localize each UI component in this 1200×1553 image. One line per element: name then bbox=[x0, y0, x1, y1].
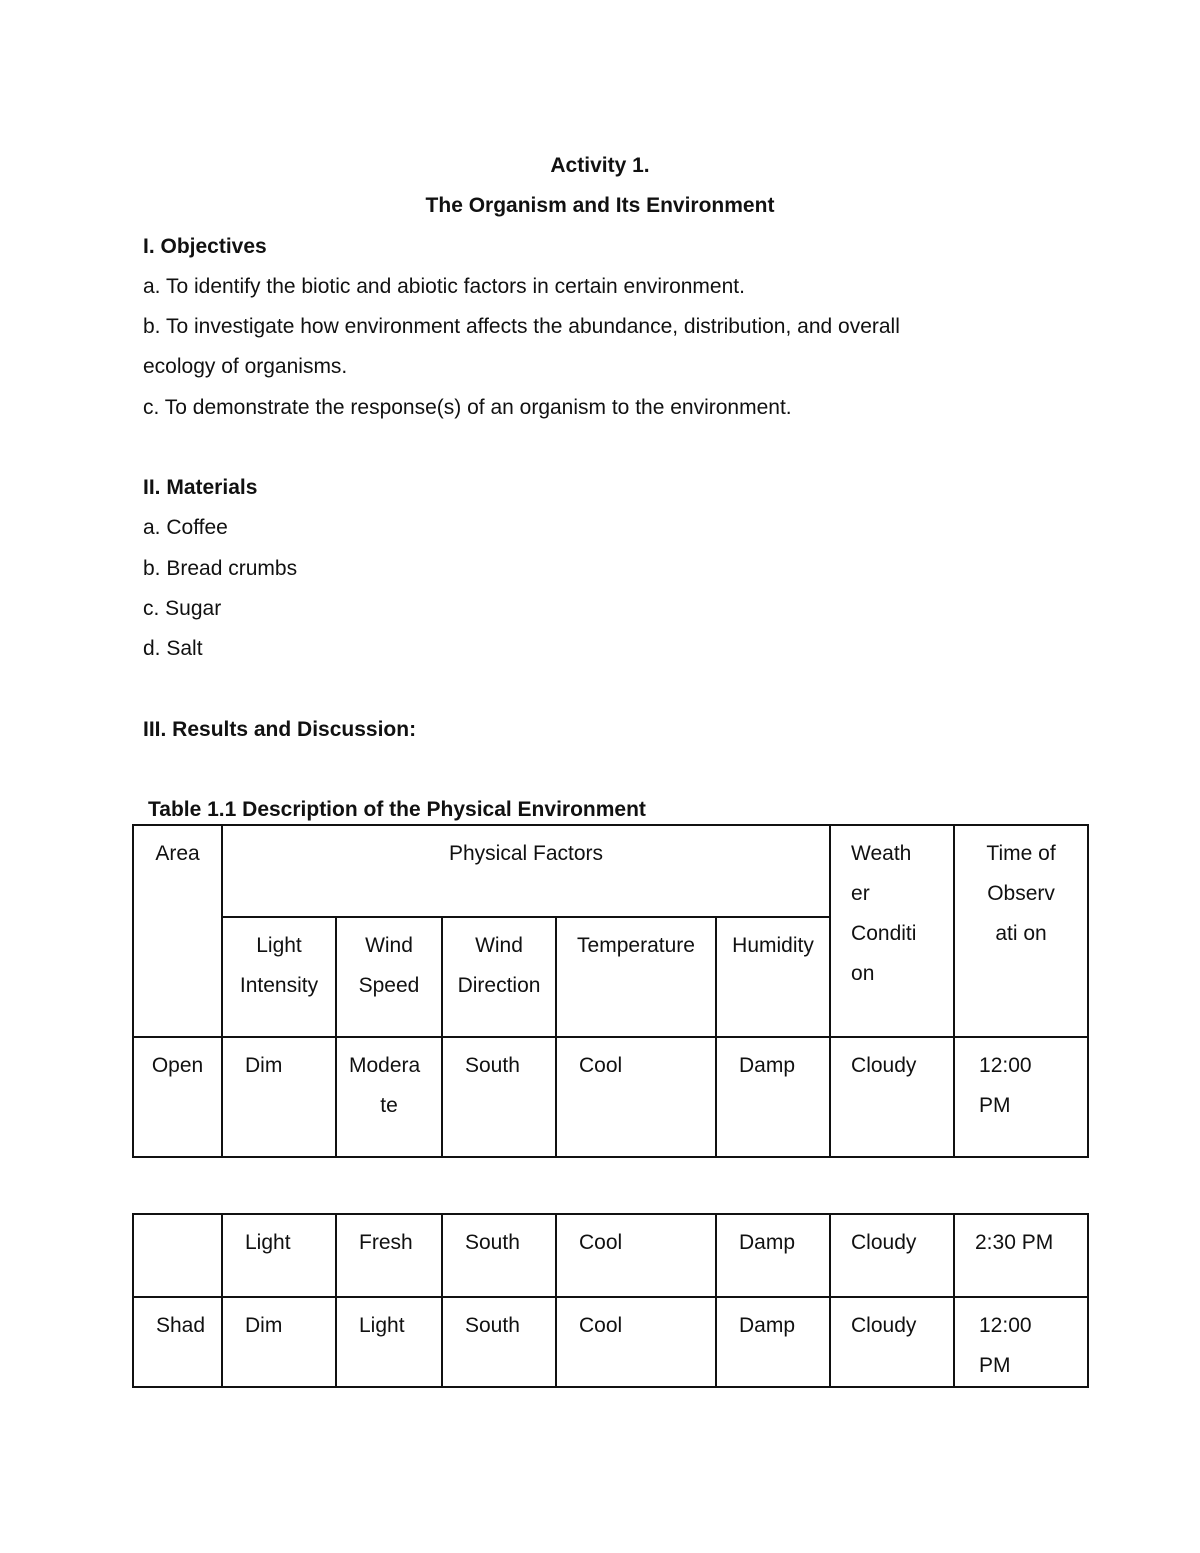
row-open-light bbox=[222, 1037, 336, 1157]
subheader-humidity bbox=[716, 917, 830, 1037]
table-row bbox=[133, 1214, 1088, 1297]
row-open-wind-speed bbox=[336, 1037, 442, 1157]
row-1-light-value: Light bbox=[245, 1231, 291, 1254]
row-1-temperature bbox=[556, 1214, 716, 1297]
subheader-wind-speed-line-1: Wind bbox=[365, 934, 413, 957]
header-time-of-observation bbox=[954, 825, 1088, 1037]
row-2-time-line-1: 12:00 bbox=[979, 1314, 1032, 1337]
row-open-time-line-1: 12:00 bbox=[979, 1054, 1032, 1077]
subheader-wind-direction-line-2: Direction bbox=[457, 974, 541, 997]
document-title: Activity 1. bbox=[550, 154, 650, 177]
subheader-humidity-label: Humidity bbox=[732, 934, 814, 957]
subheader-wind-speed bbox=[336, 917, 442, 1037]
row-open-time-line-2: PM bbox=[979, 1094, 1011, 1117]
row-open-humidity bbox=[716, 1037, 830, 1157]
header-weather-line-3: Conditi bbox=[851, 922, 917, 945]
subheader-temperature-label: Temperature bbox=[577, 934, 695, 957]
objective-item-c: c. To demonstrate the response(s) of an organism to the environment. bbox=[143, 396, 792, 419]
row-open-weather-value: Cloudy bbox=[851, 1054, 917, 1077]
materials-heading: II. Materials bbox=[143, 476, 258, 499]
row-2-weather bbox=[830, 1297, 954, 1387]
row-1-humidity-value: Damp bbox=[739, 1231, 796, 1254]
subheader-wind-direction-line-1: Wind bbox=[475, 934, 523, 957]
row-2-wind-speed bbox=[336, 1297, 442, 1387]
subheader-wind-direction bbox=[442, 917, 556, 1037]
subheader-wind-speed-line-2: Speed bbox=[358, 974, 420, 997]
header-weather-line-1: Weath bbox=[851, 842, 912, 865]
row-2-area bbox=[133, 1297, 222, 1387]
row-2-light bbox=[222, 1297, 336, 1387]
row-2-humidity bbox=[716, 1297, 830, 1387]
row-open-wind-speed-line-2: te bbox=[380, 1094, 398, 1117]
header-time-line-3: ati on bbox=[995, 922, 1047, 945]
row-1-temperature-value: Cool bbox=[579, 1231, 623, 1254]
header-area-label: Area bbox=[155, 842, 200, 865]
row-open-wind-direction-value: South bbox=[465, 1054, 520, 1077]
objective-item-b: b. To investigate how environment affects the abundance, distribution, and overall bbox=[143, 315, 900, 338]
row-1-wind-direction bbox=[442, 1214, 556, 1297]
header-weather-line-2: er bbox=[851, 882, 870, 905]
results-heading: III. Results and Discussion: bbox=[143, 718, 417, 741]
row-1-wind-direction-value: South bbox=[465, 1231, 520, 1254]
header-area bbox=[133, 825, 222, 1037]
objectives-heading: I. Objectives bbox=[143, 235, 267, 258]
header-weather-condition bbox=[830, 825, 954, 1037]
row-open-humidity-value: Damp bbox=[739, 1054, 796, 1077]
table-caption: Table 1.1 Description of the Physical Environment bbox=[148, 798, 646, 821]
row-1-time-value: 2:30 PM bbox=[975, 1231, 1054, 1254]
row-1-wind-speed-value: Fresh bbox=[359, 1231, 413, 1254]
row-open-wind-speed-line-1: Modera bbox=[349, 1054, 421, 1077]
row-open-area-label: Open bbox=[151, 1054, 204, 1077]
header-physical-factors-label: Physical Factors bbox=[449, 842, 604, 865]
physical-environment-table-continued bbox=[132, 1213, 1089, 1388]
row-open-temperature bbox=[556, 1037, 716, 1157]
row-2-wind-speed-value: Light bbox=[359, 1314, 405, 1337]
table-header-row bbox=[133, 825, 1088, 917]
objective-item-b-cont: ecology of organisms. bbox=[143, 355, 348, 378]
row-open-area bbox=[133, 1037, 222, 1157]
row-1-weather-value: Cloudy bbox=[851, 1231, 917, 1254]
row-1-weather bbox=[830, 1214, 954, 1297]
material-item-coffee: a. Coffee bbox=[143, 516, 228, 539]
row-2-time-line-2: PM bbox=[979, 1354, 1011, 1377]
row-open-light-value: Dim bbox=[245, 1054, 283, 1077]
row-2-light-value: Dim bbox=[245, 1314, 283, 1337]
subheader-light-intensity bbox=[222, 917, 336, 1037]
row-1-light bbox=[222, 1214, 336, 1297]
objective-item-a: a. To identify the biotic and abiotic factors in certain environment. bbox=[143, 275, 745, 298]
row-2-time bbox=[954, 1297, 1088, 1387]
row-2-wind-direction-value: South bbox=[465, 1314, 520, 1337]
row-2-temperature-value: Cool bbox=[579, 1314, 623, 1337]
header-time-line-2: Observ bbox=[987, 882, 1055, 905]
material-item-bread-crumbs: b. Bread crumbs bbox=[143, 557, 298, 580]
subheader-temperature bbox=[556, 917, 716, 1037]
row-open-weather bbox=[830, 1037, 954, 1157]
header-physical-factors bbox=[222, 825, 830, 917]
row-2-weather-value: Cloudy bbox=[851, 1314, 917, 1337]
header-weather-line-4: on bbox=[851, 962, 875, 985]
document-subtitle: The Organism and Its Environment bbox=[425, 194, 775, 217]
material-item-salt: d. Salt bbox=[143, 637, 203, 660]
row-2-wind-direction bbox=[442, 1297, 556, 1387]
table-row bbox=[133, 1037, 1088, 1157]
table-row bbox=[133, 1297, 1088, 1387]
physical-environment-table bbox=[132, 824, 1089, 1158]
row-open-wind-direction bbox=[442, 1037, 556, 1157]
row-1-time bbox=[954, 1214, 1088, 1297]
row-2-humidity-value: Damp bbox=[739, 1314, 796, 1337]
subheader-light-line-2: Intensity bbox=[239, 974, 319, 997]
row-open-time bbox=[954, 1037, 1088, 1157]
row-open-temperature-value: Cool bbox=[579, 1054, 623, 1077]
row-2-temperature bbox=[556, 1297, 716, 1387]
row-1-wind-speed bbox=[336, 1214, 442, 1297]
row-1-area bbox=[133, 1214, 222, 1297]
header-time-line-1: Time of bbox=[986, 842, 1056, 865]
row-2-area-label: Shad bbox=[156, 1314, 206, 1337]
subheader-light-line-1: Light bbox=[256, 934, 302, 957]
row-1-humidity bbox=[716, 1214, 830, 1297]
material-item-sugar: c. Sugar bbox=[143, 597, 222, 620]
